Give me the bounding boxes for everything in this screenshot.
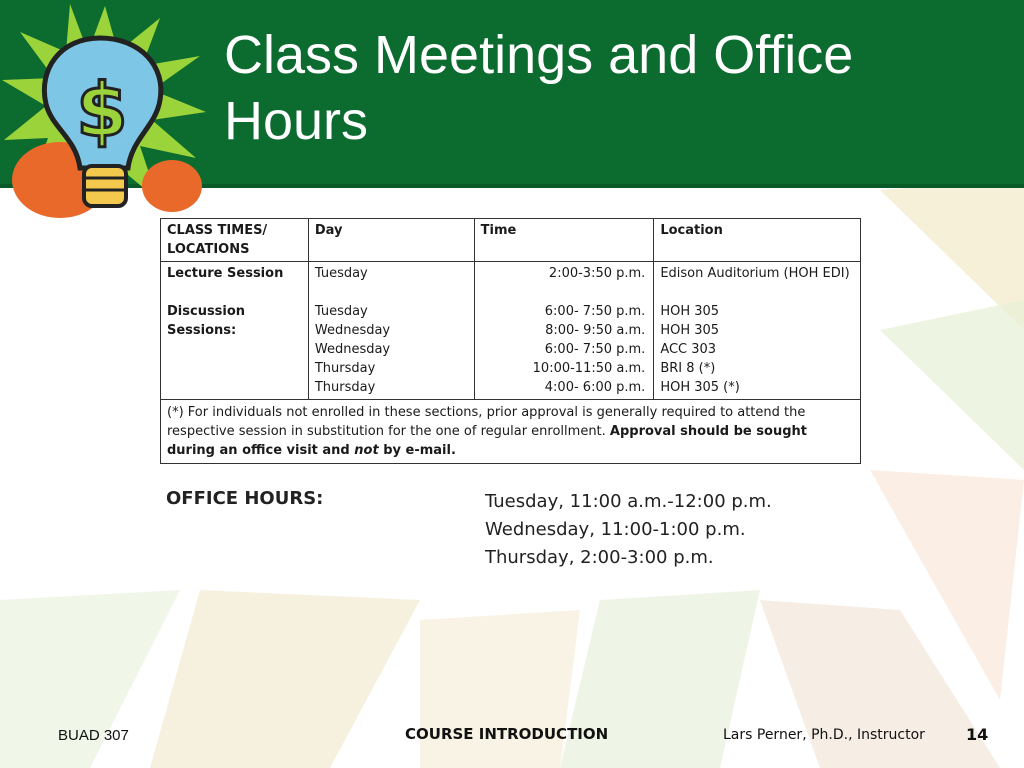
lecture-label: Lecture Session [167, 266, 284, 281]
office-hours-line: Wednesday, 11:00-1:00 p.m. [485, 519, 746, 540]
lecture-time: 2:00-3:50 p.m. [548, 266, 646, 281]
slide-title-line1: Class Meetings and Office [224, 25, 854, 85]
lightbulb-dollar-icon [0, 0, 210, 222]
discussion-time: 6:00- 7:50 p.m. [544, 342, 646, 357]
discussion-time: 10:00-11:50 a.m. [532, 361, 646, 376]
footer-course: BUAD 307 [58, 727, 129, 744]
header-day: Day [308, 219, 474, 262]
schedule-note-row [161, 400, 861, 464]
discussion-time: 6:00- 7:50 p.m. [544, 304, 646, 319]
discussion-time: 4:00- 6:00 p.m. [544, 380, 646, 395]
note-text: (*) For individuals not enrolled in these sections, prior approval is generally required to attend the respective session in substitution for the one of regular enrollment. [167, 405, 806, 439]
locations-cell [654, 262, 861, 400]
header-time: Time [474, 219, 654, 262]
discussion-day: Tuesday [314, 304, 368, 319]
schedule-note [161, 400, 861, 464]
discussion-label-line1: Discussion [167, 304, 246, 319]
logo-glyph: $ [76, 68, 128, 154]
lecture-location: Edison Auditorium (HOH EDI) [660, 266, 850, 281]
discussion-day: Wednesday [314, 323, 391, 338]
note-italic: not [354, 443, 379, 458]
schedule-body-row [161, 262, 861, 400]
header-location: Location [654, 219, 861, 262]
note-bold-part2: by e-mail. [378, 443, 456, 458]
office-hours-line: Thursday, 2:00-3:00 p.m. [485, 547, 714, 568]
discussion-location: HOH 305 [660, 304, 720, 319]
discussion-location: ACC 303 [660, 342, 717, 357]
header-class-times-line2: LOCATIONS [167, 242, 250, 257]
slide-title-line2: Hours [224, 91, 369, 151]
days-cell [308, 262, 474, 400]
discussion-location: HOH 305 (*) [660, 380, 740, 395]
discussion-day: Thursday [314, 361, 376, 376]
discussion-time: 8:00- 9:50 a.m. [545, 323, 646, 338]
office-hours-line: Tuesday, 11:00 a.m.-12:00 p.m. [485, 491, 772, 512]
discussion-location: BRI 8 (*) [660, 361, 716, 376]
office-hours-list [485, 488, 772, 572]
discussion-day: Thursday [314, 380, 376, 395]
times-cell [474, 262, 654, 400]
office-hours-panel [160, 478, 876, 588]
header-class-times-line1: CLASS TIMES/ [167, 223, 268, 238]
footer-section: COURSE INTRODUCTION [405, 725, 609, 743]
session-labels [161, 262, 309, 400]
note-bold-part1: Approval should be sought during an office visit and [167, 424, 807, 458]
schedule-table [160, 218, 861, 464]
schedule-header-row [161, 219, 861, 262]
footer-instructor: Lars Perner, Ph.D., Instructor [723, 727, 925, 743]
discussion-label-line2: Sessions: [167, 323, 237, 338]
lecture-day: Tuesday [314, 266, 368, 281]
discussion-location: HOH 305 [660, 323, 720, 338]
discussion-day: Wednesday [314, 342, 391, 357]
header-class-times [161, 219, 309, 262]
page-number: 14 [966, 725, 989, 744]
office-hours-label: OFFICE HOURS: [166, 488, 324, 509]
slide-title [224, 22, 984, 154]
